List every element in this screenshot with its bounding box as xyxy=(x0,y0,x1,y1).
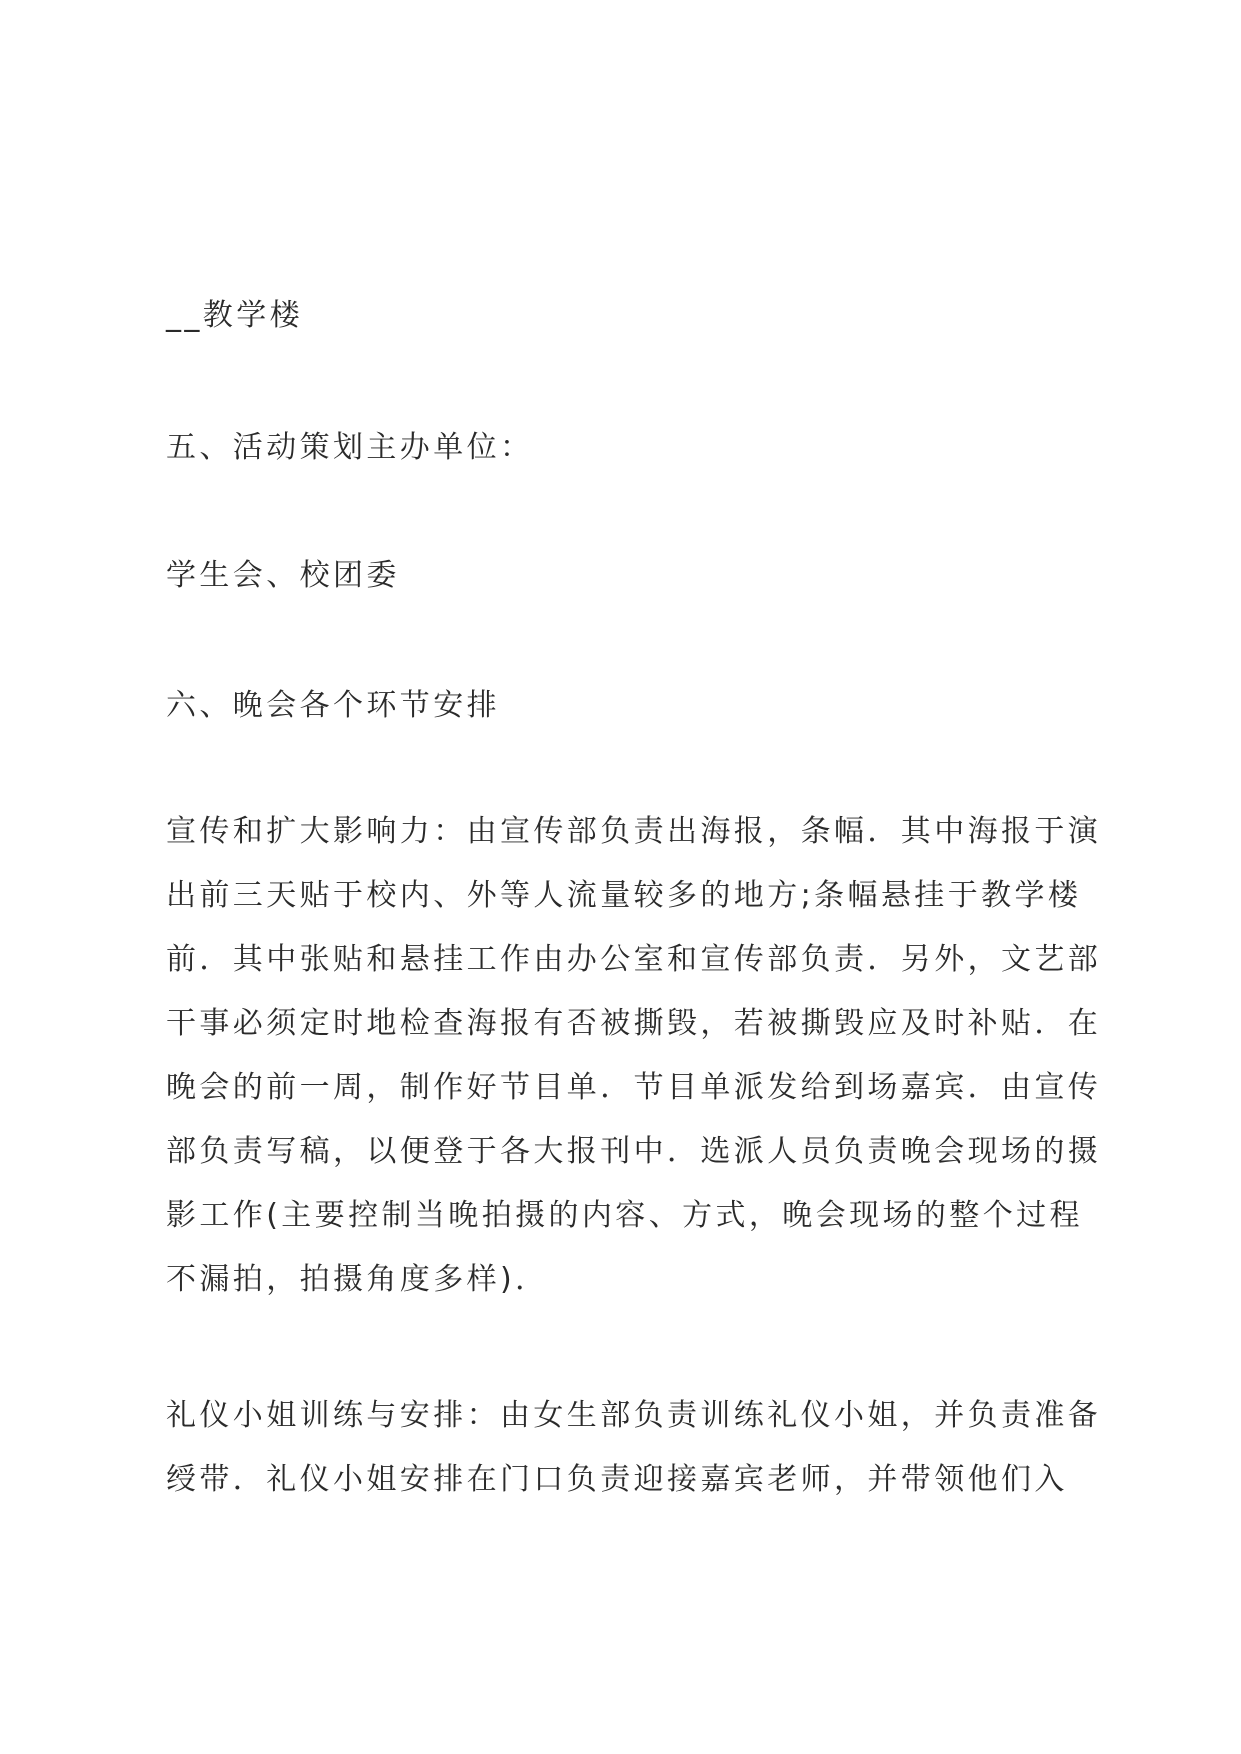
section-heading-5: 五、活动策划主办单位： xyxy=(166,430,534,465)
organizer-line: 学生会、校团委 xyxy=(166,558,400,593)
paragraph-line: 出前三天贴于校内、外等人流量较多的地方;条幅悬挂于教学楼 xyxy=(166,878,1082,913)
paragraph-line: 前．其中张贴和悬挂工作由办公室和宣传部负责．另外，文艺部 xyxy=(166,942,1102,977)
paragraph-line: 绶带．礼仪小姐安排在门口负责迎接嘉宾老师，并带领他们入 xyxy=(166,1462,1068,1497)
paragraph-line: 部负责写稿，以便登于各大报刊中．选派人员负责晚会现场的摄 xyxy=(166,1134,1102,1169)
paragraph-line: 不漏拍，拍摄角度多样)． xyxy=(166,1262,549,1297)
paragraph-line: 影工作(主要控制当晚拍摄的内容、方式，晚会现场的整个过程 xyxy=(166,1198,1083,1233)
paragraph-line: 礼仪小姐训练与安排：由女生部负责训练礼仪小姐，并负责准备 xyxy=(166,1398,1102,1433)
paragraph-line: 晚会的前一周，制作好节目单．节目单派发给到场嘉宾．由宣传 xyxy=(166,1070,1102,1105)
paragraph-line: 干事必须定时地检查海报有否被撕毁，若被撕毁应及时补贴．在 xyxy=(166,1006,1102,1041)
paragraph-publicity xyxy=(166,800,1102,1312)
section-heading-6: 六、晚会各个环节安排 xyxy=(166,688,500,723)
paragraph-etiquette xyxy=(166,1384,1102,1512)
paragraph-line: 宣传和扩大影响力：由宣传部负责出海报，条幅．其中海报于演 xyxy=(166,814,1102,849)
location-line: __教学楼 xyxy=(166,298,303,333)
